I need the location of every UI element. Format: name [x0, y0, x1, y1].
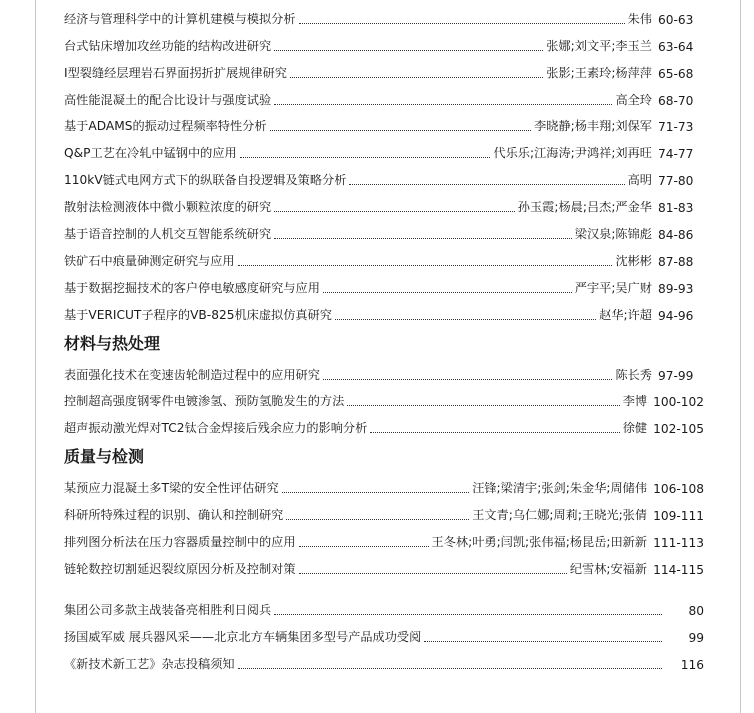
toc-entry[interactable] — [64, 242, 704, 269]
leader-dots — [238, 265, 613, 266]
toc-entry[interactable] — [64, 523, 704, 550]
entry-pages: 74-77 — [658, 147, 694, 162]
entry-title: 台式钻床增加攻丝功能的结构改进研究 — [64, 38, 272, 53]
toc-entry[interactable] — [64, 54, 704, 81]
entry-pages: 84-86 — [658, 228, 694, 243]
entry-title: Ⅰ型裂缝经层理岩石界面拐折扩展规律研究 — [64, 65, 287, 80]
entry-pages: 109-111 — [653, 509, 704, 524]
leader-dots — [238, 668, 662, 669]
leader-dots — [274, 614, 662, 615]
leader-dots — [274, 50, 543, 51]
leader-dots — [274, 104, 612, 105]
toc-entry[interactable] — [64, 215, 704, 242]
leader-dots — [290, 77, 543, 78]
toc-entry[interactable] — [64, 81, 704, 108]
entry-pages: 63-64 — [658, 39, 694, 54]
toc-entry[interactable] — [64, 356, 704, 383]
entry-title: 经济与管理科学中的计算机建模与模拟分析 — [64, 11, 296, 26]
entry-authors: 沈彬彬 — [615, 253, 652, 268]
entry-authors: 王冬林;叶勇;闫凯;张伟福;杨昆岳;田新新 — [431, 535, 648, 550]
leader-dots — [270, 130, 532, 131]
entry-pages: 114-115 — [653, 562, 704, 577]
leader-dots — [286, 519, 469, 520]
page-right-border — [740, 0, 741, 713]
entry-title: 高性能混凝土的配合比设计与强度试验 — [64, 92, 272, 107]
leader-dots — [347, 405, 619, 406]
entry-authors: 代乐乐;江海涛;尹鸿祥;刘再旺 — [493, 146, 652, 161]
entry-pages: 116 — [680, 657, 704, 672]
leader-dots — [299, 23, 625, 24]
entry-authors: 张娜;刘文平;李玉兰 — [546, 38, 652, 53]
entry-title: Q&P工艺在冷轧中锰钢中的应用 — [64, 146, 237, 161]
entry-title: 链轮数控切割延迟裂纹原因分析及控制对策 — [64, 561, 296, 576]
toc-entry[interactable] — [64, 188, 704, 215]
leader-dots — [240, 157, 491, 158]
entry-authors: 王文青;乌仁娜;周莉;王晓光;张倩 — [472, 508, 648, 523]
leader-dots — [299, 573, 567, 574]
entry-authors: 陈长秀 — [615, 367, 652, 382]
entry-title: 铁矿石中痕量砷测定研究与应用 — [64, 253, 235, 268]
entry-title: 基于语音控制的人机交互智能系统研究 — [64, 227, 272, 242]
entry-authors: 汪锋;梁清宇;张剑;朱金华;周储伟 — [472, 481, 648, 496]
toc-entry[interactable] — [64, 108, 704, 135]
leader-dots — [349, 184, 624, 185]
entry-pages: 97-99 — [658, 368, 694, 383]
entry-pages: 71-73 — [658, 120, 694, 135]
leader-dots — [323, 379, 613, 380]
entry-title: 基于VERICUT子程序的VB-825机床虚拟仿真研究 — [64, 307, 332, 322]
entry-authors: 高明 — [627, 173, 652, 188]
entry-authors: 严宇平;吴广财 — [574, 280, 652, 295]
leader-dots — [274, 238, 572, 239]
leader-dots — [370, 432, 619, 433]
toc-entry[interactable] — [64, 409, 704, 436]
toc-entry[interactable] — [64, 469, 704, 496]
entry-authors: 赵华;许超 — [599, 307, 652, 322]
entry-authors: 纪雪林;安福新 — [569, 561, 648, 576]
toc-entry[interactable] — [64, 269, 704, 296]
entry-authors: 张影;王素玲;杨萍萍 — [546, 65, 652, 80]
toc-entry[interactable] — [64, 296, 704, 323]
entry-title: 基于数据挖掘技术的客户停电敏感度研究与应用 — [64, 280, 320, 295]
entry-pages: 77-80 — [658, 174, 694, 189]
leader-dots — [323, 292, 572, 293]
entry-pages: 89-93 — [658, 281, 694, 296]
leader-dots — [335, 319, 596, 320]
toc-entry-extra[interactable] — [64, 645, 704, 672]
entry-pages: 102-105 — [653, 422, 704, 437]
entry-pages: 106-108 — [653, 482, 704, 497]
page-left-border — [35, 0, 36, 713]
entry-title: 科研所特殊过程的识别、确认和控制研究 — [64, 508, 284, 523]
entry-title: 表面强化技术在变速齿轮制造过程中的应用研究 — [64, 367, 320, 382]
entry-title: 超声振动激光焊对TC2钛合金焊接后残余应力的影响分析 — [64, 421, 368, 436]
entry-authors: 徐健 — [622, 421, 648, 436]
entry-title: 某预应力混凝土多T梁的安全性评估研究 — [64, 481, 279, 496]
table-of-contents — [64, 0, 704, 672]
entry-pages: 65-68 — [658, 66, 694, 81]
toc-entry[interactable] — [64, 550, 704, 577]
toc-entry-extra[interactable] — [64, 591, 704, 618]
entry-title: 110kV链式电网方式下的纵联备自投逻辑及策略分析 — [64, 173, 347, 188]
entry-pages: 60-63 — [658, 12, 694, 27]
leader-dots — [274, 211, 515, 212]
toc-entry-extra[interactable] — [64, 618, 704, 645]
entry-title: 扬国威军威 展兵器风采——北京北方车辆集团多型号产品成功受阅 — [64, 629, 422, 644]
toc-entry[interactable] — [64, 0, 704, 27]
toc-entry[interactable] — [64, 383, 704, 410]
leader-dots — [424, 641, 662, 642]
entry-pages: 100-102 — [653, 395, 704, 410]
entry-pages: 99 — [688, 630, 704, 645]
leader-dots — [299, 546, 429, 547]
entry-authors: 朱伟 — [627, 11, 652, 26]
entry-title: 散射法检测液体中微小颗粒浓度的研究 — [64, 200, 272, 215]
toc-entry[interactable] — [64, 134, 704, 161]
entry-title: 排列图分析法在压力容器质量控制中的应用 — [64, 535, 296, 550]
entry-authors: 李晓静;杨丰翔;刘保军 — [534, 119, 652, 134]
entry-authors: 高全玲 — [615, 92, 652, 107]
toc-entry[interactable] — [64, 27, 704, 54]
entry-title: 基于ADAMS的振动过程频率特性分析 — [64, 119, 267, 134]
entry-authors: 孙玉霞;杨晨;吕杰;严金华 — [517, 200, 652, 215]
toc-entry[interactable] — [64, 496, 704, 523]
entry-pages: 111-113 — [653, 536, 704, 551]
section-heading: 质量与检测 — [64, 447, 145, 467]
entry-title: 控制超高强度钢零件电镀渗氢、预防氢脆发生的方法 — [64, 394, 345, 409]
entry-authors: 梁汉泉;陈锦彪 — [574, 227, 652, 242]
entry-title: 《新技术新工艺》杂志投稿须知 — [64, 656, 235, 671]
entry-pages: 87-88 — [658, 254, 694, 269]
leader-dots — [282, 492, 470, 493]
entry-pages: 81-83 — [658, 201, 694, 216]
toc-entry[interactable] — [64, 161, 704, 188]
entry-title: 集团公司多款主战装备亮相胜利日阅兵 — [64, 602, 272, 617]
entry-pages: 80 — [688, 603, 704, 618]
section-heading: 材料与热处理 — [64, 333, 161, 353]
section-gap — [64, 577, 704, 591]
entry-authors: 李博 — [622, 394, 648, 409]
entry-pages: 94-96 — [658, 308, 694, 323]
entry-pages: 68-70 — [658, 93, 694, 108]
